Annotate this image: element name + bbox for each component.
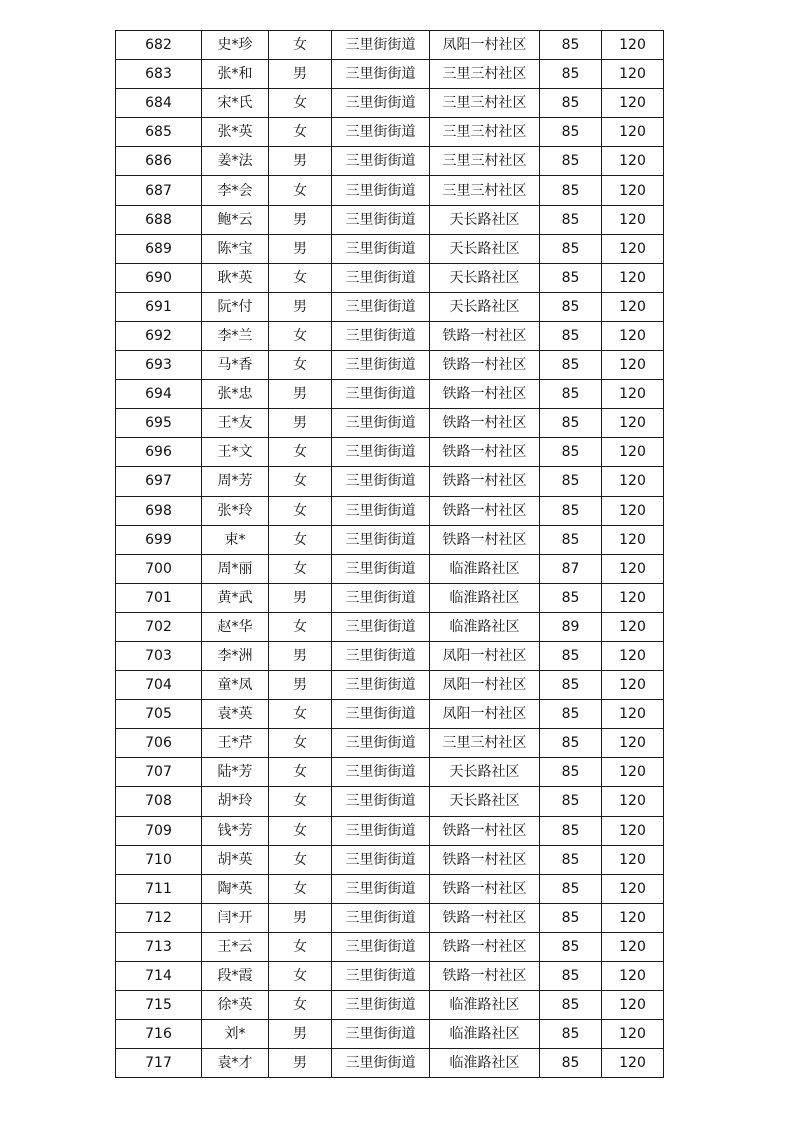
street-cell: 三里街街道 bbox=[332, 583, 430, 612]
amount-cell: 120 bbox=[602, 89, 664, 118]
gender-cell: 女 bbox=[269, 321, 332, 350]
age-cell: 85 bbox=[540, 816, 602, 845]
table-row bbox=[116, 758, 664, 787]
community-cell: 铁路一村社区 bbox=[430, 962, 540, 991]
row-number-cell: 685 bbox=[116, 118, 202, 147]
name-cell: 阮*付 bbox=[202, 292, 269, 321]
age-cell: 85 bbox=[540, 496, 602, 525]
name-cell: 袁*英 bbox=[202, 700, 269, 729]
gender-cell: 女 bbox=[269, 874, 332, 903]
row-number-cell: 715 bbox=[116, 991, 202, 1020]
table-row bbox=[116, 176, 664, 205]
table-row bbox=[116, 234, 664, 263]
street-cell: 三里街街道 bbox=[332, 991, 430, 1020]
table-row bbox=[116, 583, 664, 612]
amount-cell: 120 bbox=[602, 1020, 664, 1049]
row-number-cell: 716 bbox=[116, 1020, 202, 1049]
name-cell: 刘* bbox=[202, 1020, 269, 1049]
age-cell: 85 bbox=[540, 409, 602, 438]
community-cell: 三里三村社区 bbox=[430, 147, 540, 176]
street-cell: 三里街街道 bbox=[332, 234, 430, 263]
street-cell: 三里街街道 bbox=[332, 787, 430, 816]
amount-cell: 120 bbox=[602, 583, 664, 612]
amount-cell: 120 bbox=[602, 409, 664, 438]
record-table-container bbox=[115, 30, 664, 1078]
name-cell: 胡*英 bbox=[202, 845, 269, 874]
street-cell: 三里街街道 bbox=[332, 874, 430, 903]
gender-cell: 女 bbox=[269, 89, 332, 118]
row-number-cell: 695 bbox=[116, 409, 202, 438]
gender-cell: 男 bbox=[269, 292, 332, 321]
table-row bbox=[116, 932, 664, 961]
community-cell: 天长路社区 bbox=[430, 292, 540, 321]
community-cell: 凤阳一村社区 bbox=[430, 671, 540, 700]
row-number-cell: 688 bbox=[116, 205, 202, 234]
row-number-cell: 684 bbox=[116, 89, 202, 118]
row-number-cell: 704 bbox=[116, 671, 202, 700]
record-table-body bbox=[116, 31, 664, 1078]
age-cell: 85 bbox=[540, 583, 602, 612]
gender-cell: 女 bbox=[269, 932, 332, 961]
record-table bbox=[115, 30, 664, 1078]
table-row bbox=[116, 962, 664, 991]
age-cell: 85 bbox=[540, 31, 602, 60]
age-cell: 85 bbox=[540, 438, 602, 467]
gender-cell: 女 bbox=[269, 962, 332, 991]
gender-cell: 女 bbox=[269, 787, 332, 816]
amount-cell: 120 bbox=[602, 467, 664, 496]
street-cell: 三里街街道 bbox=[332, 962, 430, 991]
name-cell: 王*芹 bbox=[202, 729, 269, 758]
age-cell: 85 bbox=[540, 1020, 602, 1049]
community-cell: 临淮路社区 bbox=[430, 991, 540, 1020]
amount-cell: 120 bbox=[602, 351, 664, 380]
table-row bbox=[116, 409, 664, 438]
age-cell: 85 bbox=[540, 932, 602, 961]
table-row bbox=[116, 671, 664, 700]
amount-cell: 120 bbox=[602, 176, 664, 205]
table-row bbox=[116, 467, 664, 496]
row-number-cell: 696 bbox=[116, 438, 202, 467]
street-cell: 三里街街道 bbox=[332, 758, 430, 787]
age-cell: 85 bbox=[540, 467, 602, 496]
community-cell: 铁路一村社区 bbox=[430, 438, 540, 467]
amount-cell: 120 bbox=[602, 263, 664, 292]
amount-cell: 120 bbox=[602, 321, 664, 350]
row-number-cell: 702 bbox=[116, 612, 202, 641]
street-cell: 三里街街道 bbox=[332, 932, 430, 961]
row-number-cell: 709 bbox=[116, 816, 202, 845]
table-row bbox=[116, 31, 664, 60]
gender-cell: 女 bbox=[269, 816, 332, 845]
name-cell: 李*兰 bbox=[202, 321, 269, 350]
street-cell: 三里街街道 bbox=[332, 903, 430, 932]
street-cell: 三里街街道 bbox=[332, 467, 430, 496]
community-cell: 临淮路社区 bbox=[430, 612, 540, 641]
row-number-cell: 705 bbox=[116, 700, 202, 729]
row-number-cell: 693 bbox=[116, 351, 202, 380]
gender-cell: 男 bbox=[269, 234, 332, 263]
row-number-cell: 690 bbox=[116, 263, 202, 292]
amount-cell: 120 bbox=[602, 758, 664, 787]
age-cell: 85 bbox=[540, 89, 602, 118]
row-number-cell: 699 bbox=[116, 525, 202, 554]
amount-cell: 120 bbox=[602, 816, 664, 845]
age-cell: 85 bbox=[540, 991, 602, 1020]
gender-cell: 女 bbox=[269, 729, 332, 758]
gender-cell: 女 bbox=[269, 700, 332, 729]
table-row bbox=[116, 438, 664, 467]
community-cell: 铁路一村社区 bbox=[430, 321, 540, 350]
gender-cell: 女 bbox=[269, 845, 332, 874]
name-cell: 史*珍 bbox=[202, 31, 269, 60]
amount-cell: 120 bbox=[602, 147, 664, 176]
street-cell: 三里街街道 bbox=[332, 118, 430, 147]
name-cell: 鲍*云 bbox=[202, 205, 269, 234]
age-cell: 85 bbox=[540, 700, 602, 729]
amount-cell: 120 bbox=[602, 1049, 664, 1078]
community-cell: 三里三村社区 bbox=[430, 118, 540, 147]
age-cell: 85 bbox=[540, 903, 602, 932]
street-cell: 三里街街道 bbox=[332, 321, 430, 350]
table-row bbox=[116, 525, 664, 554]
amount-cell: 120 bbox=[602, 612, 664, 641]
street-cell: 三里街街道 bbox=[332, 1049, 430, 1078]
community-cell: 三里三村社区 bbox=[430, 60, 540, 89]
gender-cell: 男 bbox=[269, 641, 332, 670]
age-cell: 85 bbox=[540, 380, 602, 409]
name-cell: 陆*芳 bbox=[202, 758, 269, 787]
name-cell: 马*香 bbox=[202, 351, 269, 380]
age-cell: 85 bbox=[540, 205, 602, 234]
community-cell: 天长路社区 bbox=[430, 234, 540, 263]
table-row bbox=[116, 1020, 664, 1049]
gender-cell: 男 bbox=[269, 1049, 332, 1078]
gender-cell: 男 bbox=[269, 671, 332, 700]
community-cell: 天长路社区 bbox=[430, 758, 540, 787]
name-cell: 宋*氏 bbox=[202, 89, 269, 118]
gender-cell: 女 bbox=[269, 438, 332, 467]
row-number-cell: 686 bbox=[116, 147, 202, 176]
name-cell: 周*芳 bbox=[202, 467, 269, 496]
age-cell: 85 bbox=[540, 671, 602, 700]
community-cell: 铁路一村社区 bbox=[430, 409, 540, 438]
age-cell: 85 bbox=[540, 1049, 602, 1078]
row-number-cell: 692 bbox=[116, 321, 202, 350]
amount-cell: 120 bbox=[602, 874, 664, 903]
age-cell: 85 bbox=[540, 118, 602, 147]
street-cell: 三里街街道 bbox=[332, 1020, 430, 1049]
amount-cell: 120 bbox=[602, 962, 664, 991]
age-cell: 85 bbox=[540, 234, 602, 263]
amount-cell: 120 bbox=[602, 496, 664, 525]
table-row bbox=[116, 60, 664, 89]
street-cell: 三里街街道 bbox=[332, 351, 430, 380]
table-row bbox=[116, 612, 664, 641]
name-cell: 陶*英 bbox=[202, 874, 269, 903]
name-cell: 张*忠 bbox=[202, 380, 269, 409]
table-row bbox=[116, 351, 664, 380]
age-cell: 85 bbox=[540, 525, 602, 554]
gender-cell: 女 bbox=[269, 467, 332, 496]
name-cell: 耿*英 bbox=[202, 263, 269, 292]
gender-cell: 男 bbox=[269, 205, 332, 234]
name-cell: 王*友 bbox=[202, 409, 269, 438]
age-cell: 85 bbox=[540, 845, 602, 874]
age-cell: 85 bbox=[540, 263, 602, 292]
street-cell: 三里街街道 bbox=[332, 292, 430, 321]
amount-cell: 120 bbox=[602, 60, 664, 89]
row-number-cell: 694 bbox=[116, 380, 202, 409]
gender-cell: 女 bbox=[269, 612, 332, 641]
amount-cell: 120 bbox=[602, 932, 664, 961]
community-cell: 三里三村社区 bbox=[430, 176, 540, 205]
table-row bbox=[116, 89, 664, 118]
street-cell: 三里街街道 bbox=[332, 845, 430, 874]
amount-cell: 120 bbox=[602, 438, 664, 467]
community-cell: 铁路一村社区 bbox=[430, 380, 540, 409]
street-cell: 三里街街道 bbox=[332, 438, 430, 467]
gender-cell: 女 bbox=[269, 176, 332, 205]
community-cell: 铁路一村社区 bbox=[430, 903, 540, 932]
table-row bbox=[116, 380, 664, 409]
age-cell: 85 bbox=[540, 321, 602, 350]
amount-cell: 120 bbox=[602, 31, 664, 60]
amount-cell: 120 bbox=[602, 554, 664, 583]
street-cell: 三里街街道 bbox=[332, 31, 430, 60]
street-cell: 三里街街道 bbox=[332, 612, 430, 641]
gender-cell: 女 bbox=[269, 263, 332, 292]
street-cell: 三里街街道 bbox=[332, 147, 430, 176]
name-cell: 黄*武 bbox=[202, 583, 269, 612]
table-row bbox=[116, 903, 664, 932]
gender-cell: 男 bbox=[269, 903, 332, 932]
row-number-cell: 687 bbox=[116, 176, 202, 205]
gender-cell: 男 bbox=[269, 380, 332, 409]
table-row bbox=[116, 147, 664, 176]
table-row bbox=[116, 321, 664, 350]
street-cell: 三里街街道 bbox=[332, 525, 430, 554]
community-cell: 天长路社区 bbox=[430, 263, 540, 292]
name-cell: 赵*华 bbox=[202, 612, 269, 641]
street-cell: 三里街街道 bbox=[332, 60, 430, 89]
table-row bbox=[116, 816, 664, 845]
table-row bbox=[116, 1049, 664, 1078]
street-cell: 三里街街道 bbox=[332, 89, 430, 118]
age-cell: 85 bbox=[540, 176, 602, 205]
street-cell: 三里街街道 bbox=[332, 729, 430, 758]
amount-cell: 120 bbox=[602, 729, 664, 758]
row-number-cell: 701 bbox=[116, 583, 202, 612]
community-cell: 临淮路社区 bbox=[430, 583, 540, 612]
amount-cell: 120 bbox=[602, 903, 664, 932]
gender-cell: 男 bbox=[269, 409, 332, 438]
row-number-cell: 714 bbox=[116, 962, 202, 991]
gender-cell: 男 bbox=[269, 147, 332, 176]
name-cell: 姜*法 bbox=[202, 147, 269, 176]
name-cell: 胡*玲 bbox=[202, 787, 269, 816]
row-number-cell: 689 bbox=[116, 234, 202, 263]
amount-cell: 120 bbox=[602, 787, 664, 816]
table-row bbox=[116, 496, 664, 525]
row-number-cell: 700 bbox=[116, 554, 202, 583]
row-number-cell: 698 bbox=[116, 496, 202, 525]
street-cell: 三里街街道 bbox=[332, 700, 430, 729]
amount-cell: 120 bbox=[602, 525, 664, 554]
row-number-cell: 711 bbox=[116, 874, 202, 903]
row-number-cell: 697 bbox=[116, 467, 202, 496]
age-cell: 85 bbox=[540, 60, 602, 89]
name-cell: 张*英 bbox=[202, 118, 269, 147]
gender-cell: 女 bbox=[269, 351, 332, 380]
community-cell: 铁路一村社区 bbox=[430, 932, 540, 961]
community-cell: 凤阳一村社区 bbox=[430, 641, 540, 670]
name-cell: 王*文 bbox=[202, 438, 269, 467]
name-cell: 陈*宝 bbox=[202, 234, 269, 263]
age-cell: 85 bbox=[540, 292, 602, 321]
street-cell: 三里街街道 bbox=[332, 496, 430, 525]
gender-cell: 女 bbox=[269, 758, 332, 787]
table-row bbox=[116, 263, 664, 292]
name-cell: 段*霞 bbox=[202, 962, 269, 991]
row-number-cell: 703 bbox=[116, 641, 202, 670]
gender-cell: 男 bbox=[269, 583, 332, 612]
name-cell: 钱*芳 bbox=[202, 816, 269, 845]
name-cell: 徐*英 bbox=[202, 991, 269, 1020]
community-cell: 临淮路社区 bbox=[430, 1049, 540, 1078]
street-cell: 三里街街道 bbox=[332, 554, 430, 583]
amount-cell: 120 bbox=[602, 845, 664, 874]
name-cell: 童*凤 bbox=[202, 671, 269, 700]
age-cell: 85 bbox=[540, 874, 602, 903]
name-cell: 周*丽 bbox=[202, 554, 269, 583]
age-cell: 89 bbox=[540, 612, 602, 641]
community-cell: 铁路一村社区 bbox=[430, 351, 540, 380]
name-cell: 李*会 bbox=[202, 176, 269, 205]
gender-cell: 女 bbox=[269, 525, 332, 554]
name-cell: 束* bbox=[202, 525, 269, 554]
row-number-cell: 712 bbox=[116, 903, 202, 932]
gender-cell: 女 bbox=[269, 991, 332, 1020]
community-cell: 凤阳一村社区 bbox=[430, 31, 540, 60]
gender-cell: 女 bbox=[269, 554, 332, 583]
community-cell: 铁路一村社区 bbox=[430, 496, 540, 525]
table-row bbox=[116, 641, 664, 670]
table-row bbox=[116, 118, 664, 147]
street-cell: 三里街街道 bbox=[332, 205, 430, 234]
street-cell: 三里街街道 bbox=[332, 176, 430, 205]
table-row bbox=[116, 991, 664, 1020]
age-cell: 85 bbox=[540, 351, 602, 380]
age-cell: 85 bbox=[540, 147, 602, 176]
community-cell: 铁路一村社区 bbox=[430, 874, 540, 903]
community-cell: 铁路一村社区 bbox=[430, 525, 540, 554]
row-number-cell: 706 bbox=[116, 729, 202, 758]
street-cell: 三里街街道 bbox=[332, 380, 430, 409]
street-cell: 三里街街道 bbox=[332, 816, 430, 845]
table-row bbox=[116, 787, 664, 816]
name-cell: 王*云 bbox=[202, 932, 269, 961]
gender-cell: 女 bbox=[269, 118, 332, 147]
amount-cell: 120 bbox=[602, 671, 664, 700]
table-row bbox=[116, 700, 664, 729]
row-number-cell: 708 bbox=[116, 787, 202, 816]
table-row bbox=[116, 205, 664, 234]
name-cell: 李*洲 bbox=[202, 641, 269, 670]
row-number-cell: 713 bbox=[116, 932, 202, 961]
amount-cell: 120 bbox=[602, 234, 664, 263]
community-cell: 临淮路社区 bbox=[430, 554, 540, 583]
amount-cell: 120 bbox=[602, 380, 664, 409]
gender-cell: 男 bbox=[269, 1020, 332, 1049]
gender-cell: 男 bbox=[269, 60, 332, 89]
name-cell: 张*玲 bbox=[202, 496, 269, 525]
row-number-cell: 691 bbox=[116, 292, 202, 321]
age-cell: 85 bbox=[540, 787, 602, 816]
community-cell: 三里三村社区 bbox=[430, 729, 540, 758]
street-cell: 三里街街道 bbox=[332, 641, 430, 670]
community-cell: 临淮路社区 bbox=[430, 1020, 540, 1049]
row-number-cell: 717 bbox=[116, 1049, 202, 1078]
community-cell: 凤阳一村社区 bbox=[430, 700, 540, 729]
table-row bbox=[116, 845, 664, 874]
row-number-cell: 707 bbox=[116, 758, 202, 787]
name-cell: 闫*开 bbox=[202, 903, 269, 932]
community-cell: 铁路一村社区 bbox=[430, 845, 540, 874]
table-row bbox=[116, 729, 664, 758]
amount-cell: 120 bbox=[602, 118, 664, 147]
amount-cell: 120 bbox=[602, 991, 664, 1020]
amount-cell: 120 bbox=[602, 205, 664, 234]
amount-cell: 120 bbox=[602, 292, 664, 321]
row-number-cell: 682 bbox=[116, 31, 202, 60]
street-cell: 三里街街道 bbox=[332, 263, 430, 292]
row-number-cell: 710 bbox=[116, 845, 202, 874]
amount-cell: 120 bbox=[602, 641, 664, 670]
gender-cell: 女 bbox=[269, 496, 332, 525]
community-cell: 天长路社区 bbox=[430, 787, 540, 816]
row-number-cell: 683 bbox=[116, 60, 202, 89]
age-cell: 85 bbox=[540, 641, 602, 670]
gender-cell: 女 bbox=[269, 31, 332, 60]
table-row bbox=[116, 874, 664, 903]
street-cell: 三里街街道 bbox=[332, 671, 430, 700]
table-row bbox=[116, 554, 664, 583]
amount-cell: 120 bbox=[602, 700, 664, 729]
name-cell: 张*和 bbox=[202, 60, 269, 89]
table-row bbox=[116, 292, 664, 321]
community-cell: 天长路社区 bbox=[430, 205, 540, 234]
age-cell: 85 bbox=[540, 729, 602, 758]
street-cell: 三里街街道 bbox=[332, 409, 430, 438]
age-cell: 85 bbox=[540, 758, 602, 787]
name-cell: 袁*才 bbox=[202, 1049, 269, 1078]
community-cell: 三里三村社区 bbox=[430, 89, 540, 118]
age-cell: 87 bbox=[540, 554, 602, 583]
community-cell: 铁路一村社区 bbox=[430, 816, 540, 845]
community-cell: 铁路一村社区 bbox=[430, 467, 540, 496]
age-cell: 85 bbox=[540, 962, 602, 991]
